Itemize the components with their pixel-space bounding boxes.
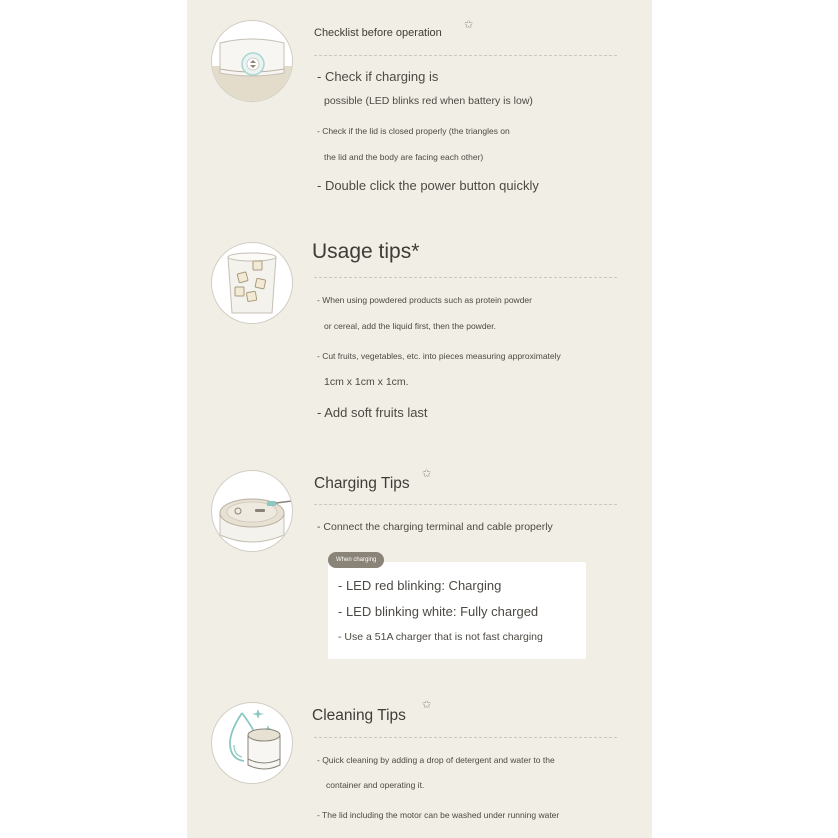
checklist-item: possible (LED blinks red when battery is low) — [324, 95, 533, 107]
star-icon: ✩ — [464, 19, 474, 31]
charging-item: - Connect the charging terminal and cable properly — [317, 521, 553, 533]
usage-item: - Add soft fruits last — [317, 405, 428, 420]
lid-illustration-icon — [211, 20, 293, 102]
section-title-cleaning: Cleaning Tips — [312, 707, 406, 724]
star-icon: ✩ — [422, 699, 432, 711]
ingredients-illustration-icon — [211, 242, 293, 324]
checklist-item: - Check if the lid is closed properly (the triangles on — [317, 126, 510, 136]
cleaning-illustration-icon — [211, 702, 293, 784]
section-title-usage: Usage tips* — [312, 240, 420, 263]
divider — [314, 277, 617, 278]
star-icon: ✩ — [422, 468, 432, 480]
cleaning-item: container and operating it. — [326, 780, 425, 790]
divider — [314, 504, 617, 505]
usage-item: - Cut fruits, vegetables, etc. into pieces measuring approximately — [317, 351, 561, 361]
checklist-item: - Check if charging is — [317, 69, 439, 84]
section-title-checklist: Checklist before operation — [314, 27, 442, 39]
cleaning-item: - The lid including the motor can be washed under running water — [317, 810, 560, 820]
charging-box-item: - Use a 51A charger that is not fast charging — [338, 631, 543, 643]
divider — [314, 737, 617, 738]
section-title-charging: Charging Tips — [314, 475, 410, 492]
usage-item: 1cm x 1cm x 1cm. — [324, 376, 409, 388]
charging-box-item: - LED blinking white: Fully charged — [338, 604, 539, 619]
checklist-item: the lid and the body are facing each other) — [324, 152, 484, 162]
cleaning-item: - Quick cleaning by adding a drop of detergent and water to the — [317, 755, 555, 765]
divider — [314, 55, 617, 56]
charging-box-item: - LED red blinking: Charging — [338, 578, 502, 593]
usage-item: or cereal, add the liquid first, then the powder. — [324, 321, 496, 331]
status-badge: When charging — [328, 552, 384, 568]
checklist-item: - Double click the power button quickly — [317, 178, 539, 193]
usage-item: - When using powdered products such as protein powder — [317, 295, 532, 305]
charging-illustration-icon — [211, 470, 293, 552]
instructions-panel — [187, 0, 652, 838]
